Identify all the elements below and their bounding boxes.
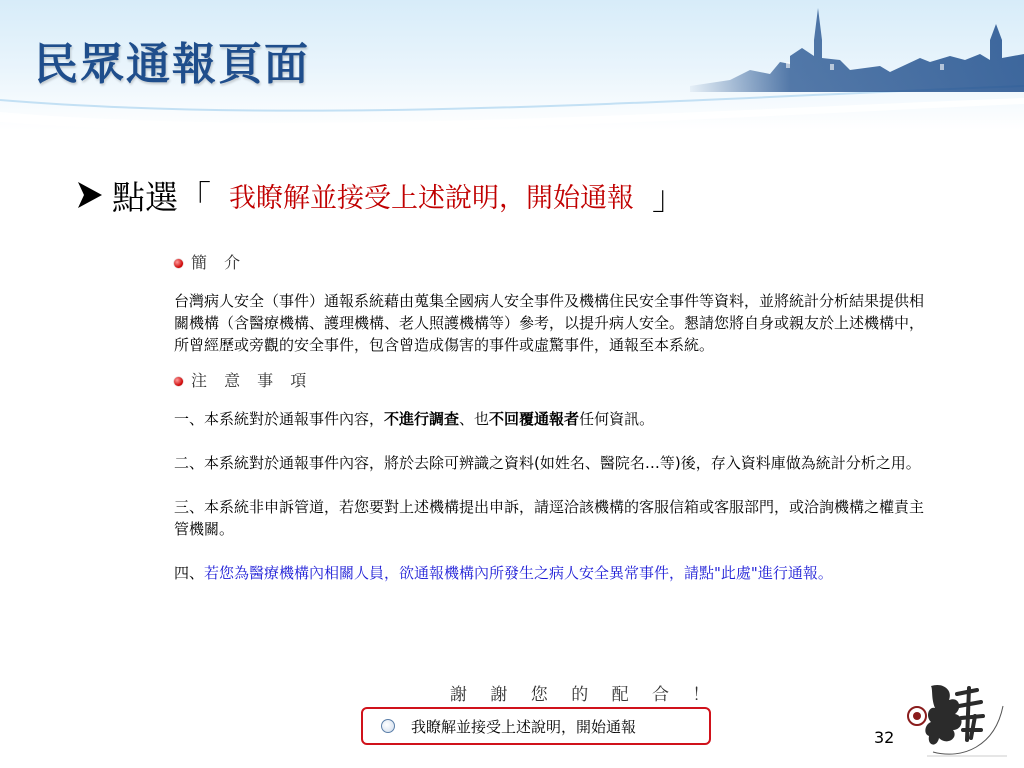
note-item-2: 二、本系統對於通報事件內容，將於去除可辨識之資料(如姓名、醫院名…等)後，存入資料庫做為統計分析之用。 [174, 454, 921, 472]
instruction-bullet [72, 170, 685, 220]
intro-section-header [174, 250, 934, 276]
notes-section-title: 注 意 事 項 [191, 371, 313, 390]
red-dot-icon [174, 377, 183, 386]
intro-section-title: 簡 介 [191, 253, 247, 272]
note-item-1-bold-no-reply: 不回覆通報者 [489, 410, 580, 428]
instruction-highlight: 我瞭解並接受上述說明，開始通報 [229, 182, 634, 214]
arrow-bullet-icon [72, 178, 106, 212]
note-item-1-text-c: 、也 [459, 410, 490, 428]
tjcha-logo-icon [903, 676, 1011, 762]
agree-option-label[interactable]: 我瞭解並接受上述說明，開始通報 [411, 717, 637, 736]
agree-start-report-option[interactable] [361, 707, 711, 745]
note-item-4-prefix: 四、 [174, 564, 205, 582]
intro-paragraph: 台灣病人安全（事件）通報系統藉由蒐集全國病人安全事件及機構住民安全事件等資料，並將統計分析結果提供相關機構（含醫療機構、護理機構、老人照護機構等）參考，以提升病人安全。懇請您將自身或親友於上述機構中，所曾經歷或旁觀的安全事件，包含曾造成傷害的事件或虛驚事件，通報至本系統。 [174, 292, 925, 354]
slide-title: 民眾通報頁面 [34, 39, 310, 90]
note-item-1-text-e: 任何資訊。 [579, 410, 655, 428]
agree-radio-button[interactable] [381, 719, 395, 733]
embedded-form-screenshot [174, 250, 934, 606]
open-quote: 「 [178, 177, 211, 217]
note-item-1 [174, 408, 934, 430]
note-item-1-bold-no-investigation: 不進行調查 [384, 410, 460, 428]
note-item-3: 三、本系統非申訴管道，若您要對上述機構提出申訴，請逕洽該機構的客服信箱或客服部門，或洽詢機構之權責主管機關。 [174, 498, 925, 538]
staff-report-link[interactable]: 若您為醫療機構內相關人員，欲通報機構內所發生之病人安全異常事件，請點"此處"進行通報。 [204, 564, 833, 582]
close-quote: 」 [652, 177, 685, 217]
page-number: 32 [874, 728, 895, 747]
thanks-message: 謝 謝 您 的 配 合 ！ [450, 685, 719, 705]
note-item-1-text-a: 一、本系統對於通報事件內容， [174, 410, 385, 428]
notes-section-header [174, 368, 934, 394]
note-item-4 [174, 562, 934, 584]
red-dot-icon [174, 259, 183, 268]
instruction-prefix: 點選 [112, 177, 178, 217]
church-skyline-image [690, 0, 1024, 92]
